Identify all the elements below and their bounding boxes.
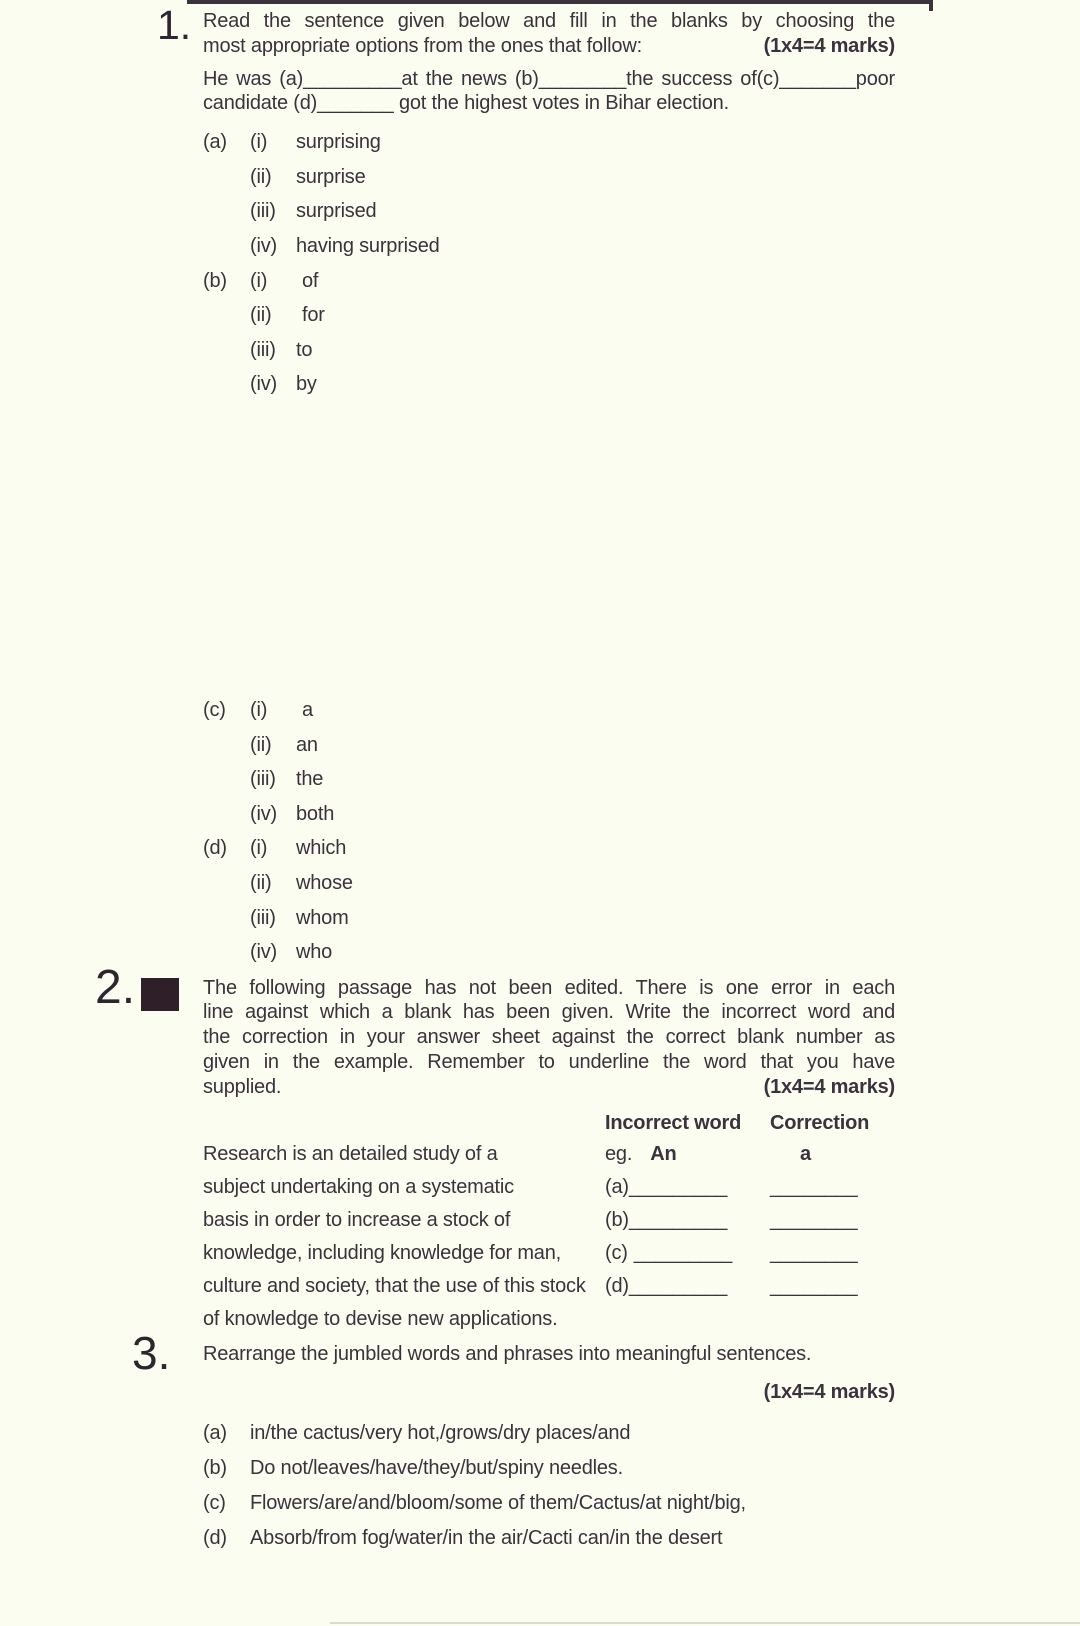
example-incorrect-word: An [650,1142,677,1165]
jumbled-sentence-row [203,1486,895,1521]
option-group-label: (b) [203,269,227,292]
option-label: (c) [203,1491,226,1514]
edit-table-closing-row [203,1303,895,1336]
option-group-label: (d) [203,837,227,860]
option-label: (b) [203,1457,227,1480]
option-number: (iv) [250,802,277,825]
edit-table-example-row [203,1138,895,1171]
option-row [203,866,895,901]
option-number: (iii) [250,200,276,223]
option-row [203,160,895,195]
dark-square-bullet-icon [141,978,179,1011]
q2-prompt-line-2: line against which a blank has been given. Write the incorrect word and [203,1001,895,1024]
question-3-section [0,1326,1080,1556]
passage-line: culture and society, that the use of this stock [203,1274,586,1297]
option-number: (iv) [250,941,277,964]
option-row [203,693,895,728]
q2-marks-label: (1x4=4 marks) [763,1075,895,1098]
option-row [203,264,895,299]
option-text: whose [296,871,353,894]
jumbled-sentence-text: Flowers/are/and/bloom/some of them/Cactus/at night/big, [250,1491,746,1514]
incorrect-word-blank: _________ [628,1274,728,1297]
question-2-number: 2. [95,960,136,1014]
option-number: (i) [250,131,268,154]
incorrect-word-cell [605,1171,770,1204]
option-row [203,935,895,970]
incorrect-word-cell [605,1270,770,1303]
option-row [203,831,895,866]
option-number: (iv) [250,234,277,257]
passage-line: subject undertaking on a systematic [203,1175,514,1198]
option-label: (a) [203,1422,227,1445]
q2-prompt-line-5 [203,1075,895,1100]
question-1-number: 1. [157,2,192,48]
option-text: surprise [296,165,366,188]
row-marker: (a) [605,1175,629,1198]
passage-line: knowledge, including knowledge for man, [203,1241,561,1264]
option-row [203,229,895,264]
option-text: the [296,768,324,791]
option-text: surprising [296,131,381,154]
passage-line: of knowledge to devise new applications. [203,1307,558,1330]
jumbled-sentence-row [203,1451,895,1486]
example-cell [605,1138,770,1171]
incorrect-word-blank: _________ [633,1241,733,1264]
q1-prompt-line-2-text: most appropriate options from the ones that follow: [203,34,642,57]
option-text: of [302,269,319,292]
option-text: for [302,304,325,327]
option-row [203,333,895,368]
jumbled-sentence-text: in/the cactus/very hot,/grows/dry places/and [250,1422,631,1445]
edit-table-row [203,1171,895,1204]
option-row [203,194,895,229]
option-number: (i) [250,269,268,292]
incorrect-word-cell [605,1237,770,1270]
option-text: an [296,733,318,756]
q1-marks-label: (1x4=4 marks) [763,34,895,57]
option-text: a [302,698,313,721]
incorrect-word-blank: _________ [628,1208,728,1231]
option-text: by [296,373,317,396]
option-text: who [296,941,333,964]
option-number: (ii) [250,733,272,756]
option-group-label: (a) [203,131,227,154]
passage-line: Research is an detailed study of a [203,1142,498,1165]
option-number: (i) [250,698,268,721]
option-text: which [296,837,347,860]
option-text: both [296,802,335,825]
option-number: (iii) [250,338,276,361]
correction-blank: ________ [770,1274,858,1297]
example-correction-word: a [800,1142,811,1165]
bottom-edge-line [330,1622,1080,1624]
jumbled-sentence-row [203,1521,895,1556]
option-text: whom [296,906,349,929]
option-number: (ii) [250,165,272,188]
correction-header: Correction [770,1111,870,1134]
blank-page-gap [203,402,895,693]
option-number: (iv) [250,373,277,396]
option-row [203,901,895,936]
option-number: (i) [250,837,268,860]
q2-prompt-line-3: the correction in your answer sheet against the correct blank number as [203,1026,895,1049]
q2-prompt-line-4: given in the example. Remember to underline the word that you have [203,1051,895,1074]
example-marker: eg. [605,1142,633,1165]
option-text: to [296,338,313,361]
option-row [203,762,895,797]
incorrect-word-header: Incorrect word [605,1111,742,1134]
edit-table-row [203,1204,895,1237]
incorrect-word-cell [605,1204,770,1237]
row-marker: (b) [605,1208,629,1231]
option-number: (iii) [250,906,276,929]
q2-prompt-line-1: The following passage has not been edited. There is one error in each [203,976,895,999]
option-label: (d) [203,1526,227,1549]
option-text: having surprised [296,234,440,257]
option-row [203,728,895,763]
correction-blank: ________ [770,1208,858,1231]
q3-marks-label: (1x4=4 marks) [763,1381,895,1404]
option-row [203,298,895,333]
option-number: (ii) [250,871,272,894]
edit-table-row [203,1237,895,1270]
passage-line: basis in order to increase a stock of [203,1208,511,1231]
correction-blank: ________ [770,1241,858,1264]
q1-prompt-line-2 [203,34,895,59]
correction-blank: ________ [770,1175,858,1198]
jumbled-sentence-text: Do not/leaves/have/they/but/spiny needles. [250,1457,623,1480]
edit-table-header [203,1108,895,1138]
question-3-number: 3. [132,1326,171,1379]
q3-prompt: Rearrange the jumbled words and phrases into meaningful sentences. [203,1342,812,1365]
q2-prompt-line-5-text: supplied. [203,1075,282,1098]
option-row [203,797,895,832]
option-number: (iii) [250,768,276,791]
row-marker: (c) [605,1241,628,1264]
q1-sentence-line-1: He was (a)_________at the news (b)________the success of(c)_______poor [203,67,895,90]
option-row [203,367,895,402]
question-2-section [0,960,1080,1336]
jumbled-sentence-text: Absorb/from fog/water/in the air/Cacti can/in the desert [250,1526,723,1549]
edit-table-row [203,1270,895,1303]
row-marker: (d) [605,1274,629,1297]
incorrect-word-blank: _________ [628,1175,728,1198]
q1-prompt-line-1: Read the sentence given below and fill in the blanks by choosing the [203,10,895,32]
option-group-label: (c) [203,698,226,721]
option-number: (ii) [250,304,272,327]
jumbled-sentence-row [203,1416,895,1451]
option-row [203,125,895,160]
option-text: surprised [296,200,377,223]
q1-sentence-line-2: candidate (d)_______ got the highest votes in Bihar election. [203,92,729,115]
